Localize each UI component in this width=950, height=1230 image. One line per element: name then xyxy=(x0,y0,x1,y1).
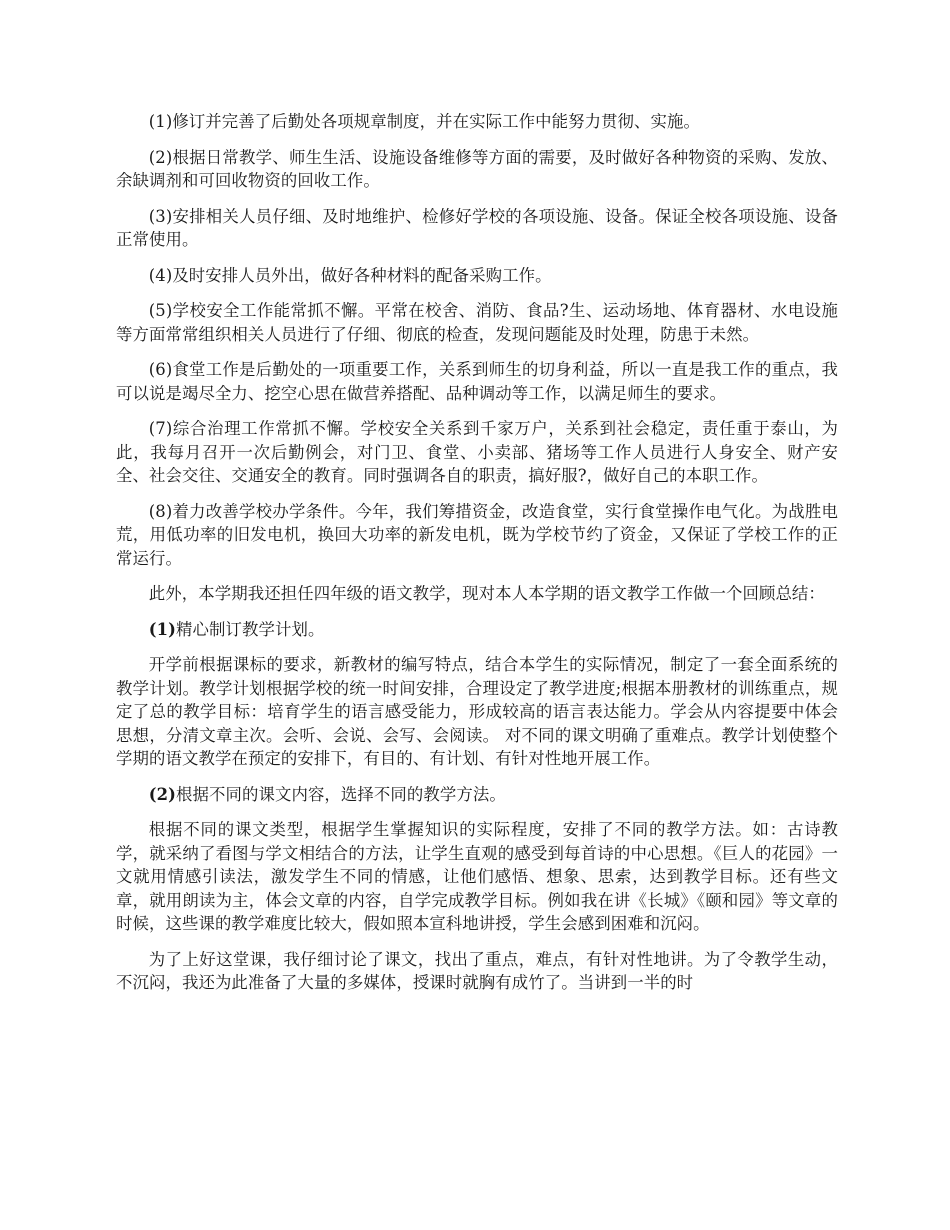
paragraph-4: (4)及时安排人员外出，做好各种材料的配备采购工作。 xyxy=(148,265,552,285)
paragraph-7: (7)综合治理工作常抓不懈。学校安全关系到千家万户，关系到社会稳定，责任重于泰山，为此，我每月召开一次后勤例会，对门卫、食堂、小卖部、猪场等工作人员进行人身安全、财产安全、社会交往、交通安全的教育。同时强调各自的职责，搞好服?，做好自己的本职工作。 xyxy=(116,419,838,485)
paragraph-3: (3)安排相关人员仔细、及时地维护、检修好学校的各项设施、设备。保证全校各项设施、设备正常使用。 xyxy=(116,206,838,249)
section-heading-2 xyxy=(116,783,838,807)
paragraph-plan: 开学前根据课标的要求，新教材的编写特点，结合本学生的实际情况，制定了一套全面系统的教学计划。教学计划根据学校的统一时间安排，合理设定了教学进度;根据本册教材的训练重点，规定了总的教学目标：培育学生的语言感受能力，形成较高的语言表达能力。学会从内容提要中体会思想，分清文章主次。会听、会说、会写、会阅读。 对不同的课文明确了重难点。教学计划使整个学期的语文教学在预定的安排下，有目的、有计划、有针对性地开展工作。 xyxy=(116,655,838,768)
heading-number-2: (2) xyxy=(148,784,177,804)
paragraph-6: (6)食堂工作是后勤处的一项重要工作，关系到师生的切身利益，所以一直是我工作的重点，我可以说是竭尽全力、挖空心思在做营养搭配、品种调动等工作，以满足师生的要求。 xyxy=(116,360,838,403)
section-heading-1 xyxy=(116,618,838,642)
paragraph-lesson: 为了上好这堂课，我仔细讨论了课文，找出了重点，难点，有针对性地讲。为了令教学生动，不沉闷，我还为此准备了大量的多媒体，授课时就胸有成竹了。当讲到一半的时 xyxy=(116,949,838,992)
paragraph-5: (5)学校安全工作能常抓不懈。平常在校舍、消防、食品?生、运动场地、体育器材、水电设施等方面常常组织相关人员进行了仔细、彻底的检查，发现问题能及时处理，防患于未然。 xyxy=(116,301,838,344)
heading-text-2: 根据不同的课文内容，选择不同的教学方法。 xyxy=(176,784,506,804)
paragraph-intro: 此外，本学期我还担任四年级的语文教学，现对本人本学期的语文教学工作做一个回顾总结： xyxy=(148,584,825,603)
heading-number-1: (1) xyxy=(148,619,177,639)
paragraph-8: (8)着力改善学校办学条件。今年，我们筹措资金，改造食堂，实行食堂操作电气化。为战胜电荒，用低功率的旧发电机，换回大功率的新发电机，既为学校节约了资金，又保证了学校工作的正常运行。 xyxy=(116,501,838,568)
paragraph-1: (1)修订并完善了后勤处各项规章制度，并在实际工作中能努力贯彻、实施。 xyxy=(148,112,701,131)
document-body xyxy=(116,110,838,1007)
paragraph-methods: 根据不同的课文类型，根据学生掌握知识的实际程度，安排了不同的教学方法。如：古诗教学，就采纳了看图与学文相结合的方法，让学生直观的感受到每首诗的中心思想。《巨人的花园》一文就用情感引读法，激发学生不同的情感，让他们感悟、想象、思索，达到教学目标。还有些文章，就用朗读为主，体会文章的内容，自学完成教学目标。例如我在讲《长城》《颐和园》等文章的时候，这些课的教学难度比较大，假如照本宣科地讲授，学生会感到困难和沉闷。 xyxy=(116,820,838,933)
paragraph-2: (2)根据日常教学、师生生活、设施设备维修等方面的需要，及时做好各种物资的采购、发放、余缺调剂和可回收物资的回收工作。 xyxy=(116,147,838,190)
heading-text-1: 精心制订教学计划。 xyxy=(176,619,325,639)
